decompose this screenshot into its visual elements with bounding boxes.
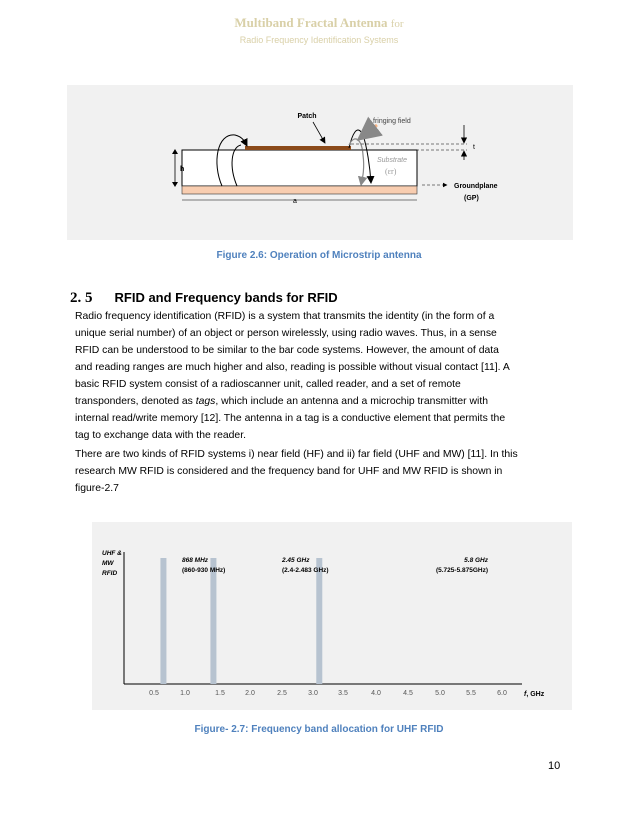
- x-tick-label: 3.0: [308, 690, 318, 697]
- para2-line: figure-2.7: [75, 483, 119, 494]
- para1-line: transponders, denoted as tags, which include an antenna and a microchip transmitter with: [75, 396, 488, 407]
- page-number: 10: [548, 760, 561, 772]
- x-tick-label: 3.5: [338, 690, 348, 697]
- y-axis-label: UHF &: [102, 550, 122, 557]
- epsilon-label: (εr): [385, 167, 397, 176]
- figure-caption-2-7: Figure- 2.7: Frequency band allocation for UHF RFID: [194, 724, 444, 735]
- patch-label: Patch: [297, 113, 317, 120]
- groundplane: [182, 186, 417, 194]
- band-range-label: (2.4-2.483 GHz): [282, 567, 329, 574]
- band-name-label: 5.8 GHz: [464, 557, 488, 564]
- figure-frequency-bands: [92, 522, 572, 710]
- microstrip-diagram: [67, 85, 573, 240]
- y-axis-label: RFID: [102, 570, 118, 577]
- x-tick-label: 4.0: [371, 690, 381, 697]
- x-tick-label: 4.5: [403, 690, 413, 697]
- band-bar: [210, 558, 216, 684]
- x-tick-label: 1.5: [215, 690, 225, 697]
- y-axis-label: MW: [102, 560, 114, 567]
- para1-line: and reading ranges are much higher and also, reading is possible without visual contact [11]. A: [75, 362, 510, 373]
- x-tick-label: 2.5: [277, 690, 287, 697]
- groundplane-label: Groundplane: [454, 183, 498, 190]
- figure-microstrip: [67, 85, 573, 240]
- paragraph-rfid-definition: [75, 308, 563, 444]
- band-range-label: (860-930 MHz): [182, 567, 226, 574]
- para1-line: RFID can be understood to be similar to the bar code systems. However, the amount of data: [75, 345, 499, 356]
- a-label: a: [293, 198, 297, 205]
- fringing-field-label: fringing field: [373, 118, 411, 125]
- figure-caption-2-6: Figure 2.6: Operation of Microstrip antenna: [216, 250, 422, 261]
- band-bar: [160, 558, 166, 684]
- running-header-subtitle: Radio Frequency Identification Systems: [239, 35, 399, 45]
- para1-line: Radio frequency identification (RFID) is a system that transmits the identity (in the form of a: [75, 311, 495, 322]
- t-label: t: [473, 144, 475, 151]
- frequency-band-chart: [92, 522, 572, 710]
- x-axis-label: f, GHz: [524, 691, 545, 698]
- patch-strip: [245, 146, 351, 150]
- band-name-label: 2.45 GHz: [282, 557, 310, 564]
- h-label: h: [180, 166, 185, 173]
- para1-line: basic RFID system consist of a radioscanner unit, called reader, and a set of remote: [75, 379, 461, 390]
- gp-label: (GP): [464, 195, 479, 202]
- para2-line: research MW RFID is considered and the frequency band for UHF and MW RFID is shown in: [75, 466, 503, 477]
- para2-line: There are two kinds of RFID systems i) near field (HF) and ii) far field (UHF and MW) [11]. In this: [75, 449, 518, 460]
- substrate-label: Substrate: [377, 157, 407, 164]
- band-bar: [316, 558, 322, 684]
- section-heading: 2. 5 RFID and Frequency bands for RFID: [70, 290, 338, 306]
- x-tick-label: 6.0: [497, 690, 507, 697]
- x-tick-label: 2.0: [245, 690, 255, 697]
- x-tick-label: 5.0: [435, 690, 445, 697]
- running-header-title: Multiband Fractal Antenna for: [234, 15, 404, 30]
- x-tick-label: 0.5: [149, 690, 159, 697]
- para1-line: tag to exchange data with the reader.: [75, 430, 246, 441]
- para1-line: internal read/write memory [12]. The antenna in a tag is a conductive element that permits the: [75, 413, 506, 424]
- para1-line: unique serial number) of an object or person wirelessly, using radio waves. Thus, in a sense: [75, 328, 497, 339]
- band-range-label: (5.725-5.875GHz): [435, 567, 488, 574]
- paragraph-rfid-kinds: [75, 446, 563, 497]
- x-tick-label: 5.5: [466, 690, 476, 697]
- x-tick-label: 1.0: [180, 690, 190, 697]
- band-name-label: 868 MHz: [182, 557, 209, 564]
